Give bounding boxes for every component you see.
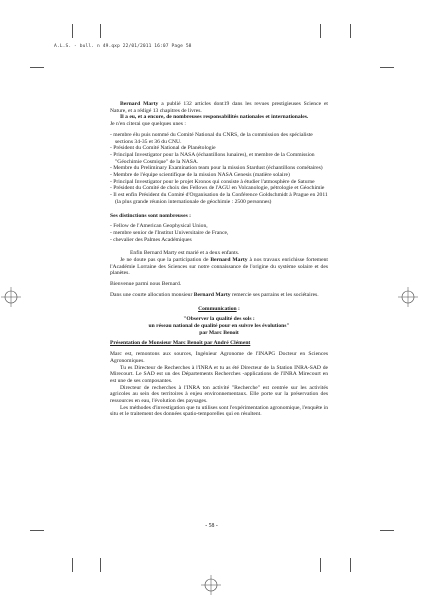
registration-mark-bottom-icon (201, 575, 221, 595)
crop-mark-top-right-v2 (350, 24, 351, 38)
intro-text: a publié 132 articles dont19 dans les revues prestigieuses Science et Nature, et a rédigé 13 chapitres de livres. (110, 101, 328, 114)
thanks-name: Bernard Marty (193, 291, 231, 298)
doubt-paragraph (110, 257, 328, 277)
crop-mark-top-left-v2 (100, 24, 101, 38)
page-body (110, 101, 328, 418)
crop-mark-bottom-right-v2 (350, 558, 351, 572)
communication-heading (110, 306, 328, 313)
registration-mark-left-icon (1, 287, 21, 307)
doubt-text-post: à nos travaux enrichisse fortement l'Académie Lorraine des Sciences sur notre connaissance de l'origine du système solaire et des planètes. (110, 257, 328, 277)
list-item: - Principal Investigator pour le projet Kronos qui consiste à étudier l'atmosphère de Saturne (110, 179, 328, 186)
registration-mark-right-icon (398, 287, 418, 307)
crop-mark-bottom-right-h (380, 530, 394, 531)
communication-colon: : (236, 305, 240, 312)
responsibilities-list (110, 132, 328, 206)
crop-mark-bottom-left-h (30, 530, 44, 531)
communication-label: Communication (198, 305, 237, 312)
list-item: - Fellow de l'American Geophysical Union, (110, 223, 328, 230)
list-item: - chevalier des Palmes Académiques (110, 237, 328, 244)
presentation-paragraph-2: Tu es Directeur de Recherches à l'INRA et tu as été Directeur de la Station INRA-SAD de Mirecourt. Le SAD est un des Départements Recherches -applications de l'INRA Mirecourt en est une de ses composantes. (110, 364, 328, 384)
thanks-text-pre: Dans une courte allocution monsieur (110, 291, 194, 298)
intro-paragraph (110, 101, 328, 114)
thanks-paragraph (110, 292, 328, 299)
intro-name: Bernard Marty (120, 101, 159, 107)
presentation-heading: Présentation de Monsieur Marc Benoît par André Clément (110, 340, 251, 347)
print-slug: A.L.S. - bull. n 49.qxp 22/01/2011 16:07 Page 58 (54, 44, 192, 49)
crop-mark-bottom-left-v2 (100, 558, 101, 572)
list-item: - Président du Comité de choix des Fellows de l'AGU en Volcanologie, pétrologie et Géochimie (110, 185, 328, 192)
welcome-line: Bienvenue parmi nous Bernard. (110, 281, 182, 288)
list-item: - Membre du Preliminary Examination team pour la mission Stardust (échantillons cométaires) (110, 165, 328, 172)
responsibilities-intro: Je n'en citerai que quelques unes : (110, 121, 186, 128)
communication-author: par Marc Benoit (199, 329, 239, 336)
responsibilities-heading: Il a eu, et a encore, de nombreuses responsabilités nationales et internationales. (120, 114, 309, 121)
list-item: - membre élu puis nommé du Comité National du CNRS, de la commission des spécialiste sections 34-35 et 36 du CNU. (110, 132, 328, 145)
doubt-text-pre: Je ne doute pas que la participation de (120, 257, 211, 264)
presentation-paragraph-4: Les méthodes d'investigation que tu utilises sont l'expérimentation agronomique, l'enquête in situ et le traitement des données spatio-temporelles qui en résultent. (110, 404, 328, 418)
doubt-name: Bernard Marty (210, 257, 248, 264)
crop-mark-top-left-v (72, 24, 73, 38)
list-item: - Président du Comité National de Planétologie (110, 145, 328, 152)
presentation-paragraph-1: Marc est, remontons aux sources, Ingénieur Agronome de l'INAPG Docteur en Sciences Agronomiques. (110, 351, 328, 364)
presentation-paragraph-3: Directeur de recherches à l'INRA ton activité "Recherche" est centrée sur les activités agricoles au sein des territoires à enjeu environnementaux. Elle porte sur la préservation des ressources en eau, l'évolution des paysages. (110, 384, 328, 405)
crop-mark-top-right-h (380, 67, 394, 68)
distinctions-list (110, 223, 328, 243)
crop-mark-bottom-left-v (72, 558, 73, 572)
thanks-text-post: remercie ses parrains et les sociétaires. (230, 291, 319, 298)
crop-mark-top-right-v (320, 24, 321, 38)
list-item: - membre senior de l'Institut Universitaire de France, (110, 230, 328, 237)
distinctions-heading: Ses distinctions sont nombreuses : (110, 212, 192, 219)
communication-title-line-2: un réseau national de qualité pour en suivre les évolutions" (148, 322, 290, 329)
crop-mark-bottom-right-v (320, 558, 321, 572)
page-number: - 58 - (205, 523, 218, 529)
list-item: - Principal Investigator pour la NASA (échantillons lunaires), et membre de la Commission "Géochimie Cosmique" de la NASA. (110, 152, 328, 165)
crop-mark-top-left-h (30, 67, 44, 68)
married-paragraph: Enfin Bernard Marty est marié et a deux enfants. (130, 250, 240, 257)
communication-title-line-1: "Observer la qualité des sols : (183, 316, 255, 323)
list-item: - Membre de l'équipe scientifique de la mission NASA Genesis (matière solaire) (110, 172, 328, 179)
list-item: - Il est enfin Président du Comité d'Organisation de la Conférence Goldschmidt à Prague en 2011 (la plus grande réunion internationale de géochimie : 2500 personnes) (110, 192, 328, 205)
